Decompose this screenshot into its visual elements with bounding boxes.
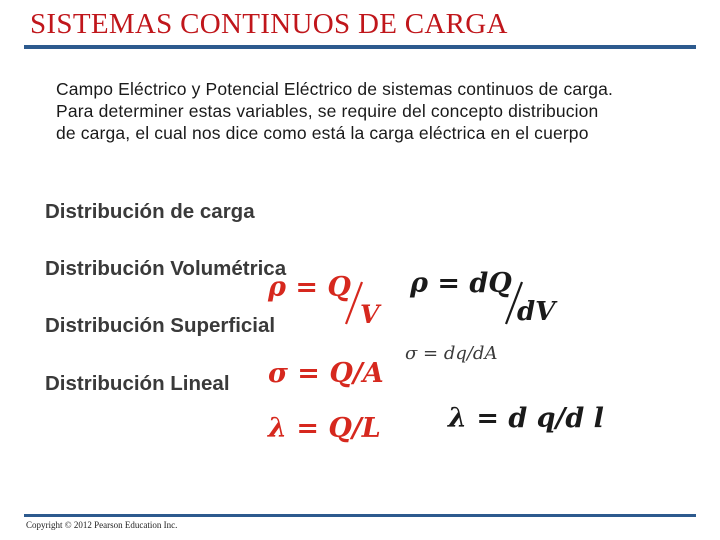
equation-sigma: σ = Q/A [268, 358, 384, 389]
slide-title: SISTEMAS CONTINUOS DE CARGA [30, 8, 508, 40]
intro-line-3: de carga, el cual nos dice como está la carga eléctrica en el cuerpo [56, 123, 589, 143]
intro-paragraph [56, 78, 706, 144]
equation-sigma-diff: σ = dq/dA [405, 343, 498, 364]
title-divider [24, 45, 696, 49]
equation-rho-diff-denominator: dV [517, 297, 556, 327]
heading-superficial: Distribución Superficial [45, 314, 276, 337]
equation-rho-denominator: V [360, 300, 380, 329]
footer-divider [24, 514, 696, 517]
equation-lambda-diff: λ = d q/d l [448, 403, 604, 434]
equation-rho-diff [410, 268, 512, 299]
heading-lineal: Distribución Lineal [45, 372, 230, 395]
equation-rho-diff-lhs: ρ = dQ [410, 268, 512, 299]
equation-lambda: λ = Q/L [268, 413, 381, 444]
heading-volumetrica: Distribución Volumétrica [45, 257, 287, 280]
equation-rho-lhs: ρ = Q [268, 272, 351, 303]
intro-line-1: Campo Eléctrico y Potencial Eléctrico de sistemas continuos de carga. [56, 79, 613, 99]
copyright-notice: Copyright © 2012 Pearson Education Inc. [26, 520, 178, 530]
intro-line-2: Para determiner estas variables, se require del concepto distribucion [56, 101, 599, 121]
heading-distribucion-carga: Distribución de carga [45, 200, 255, 223]
equation-rho [268, 272, 351, 303]
